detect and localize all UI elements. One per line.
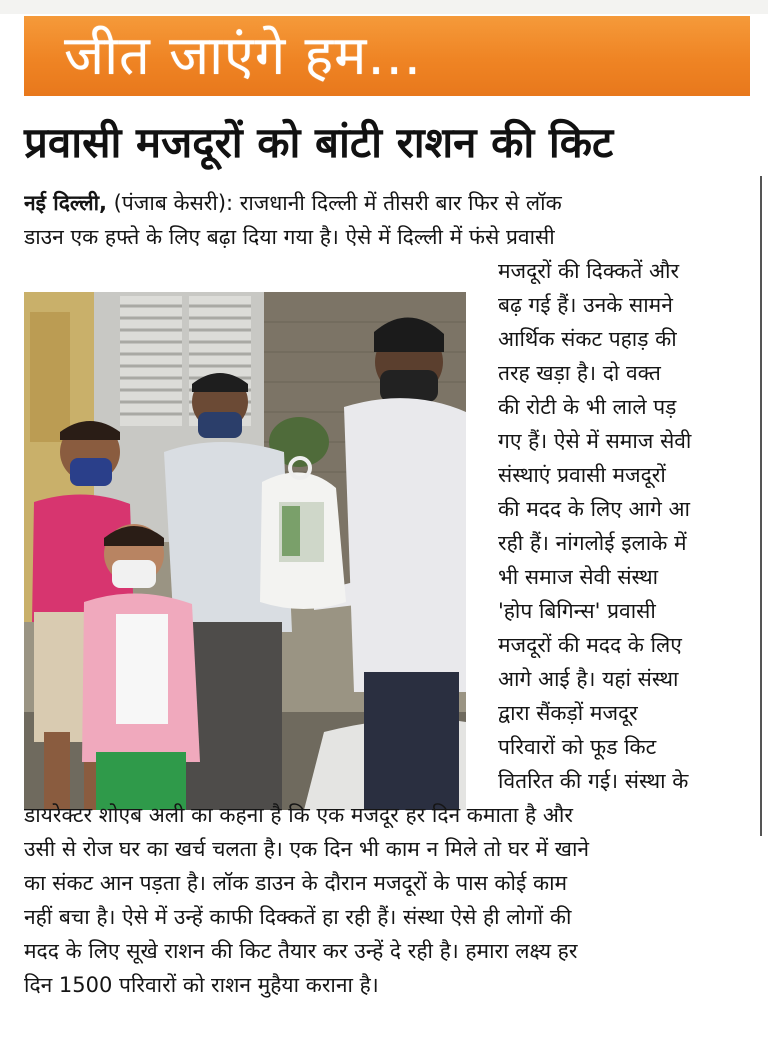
- side-line: मजदूरों की दिक्कतें और: [498, 259, 680, 283]
- side-line: की रोटी के भी लाले पड़: [498, 395, 677, 419]
- side-line: वितरित की गई। संस्था के: [498, 769, 689, 793]
- side-line: आर्थिक संकट पहाड़ की: [498, 327, 677, 351]
- source-credit: (पंजाब केसरी):: [107, 191, 240, 215]
- section-banner: [24, 16, 750, 96]
- side-line: द्वारा सैंकड़ों मजदूर: [498, 701, 638, 725]
- bottom-line: नहीं बचा है। ऐसे में उन्हें काफी दिक्कतें हा रही हैं। संस्था ऐसे ही लोगों की: [24, 905, 572, 929]
- side-line: बढ़ गई हैं। उनके सामने: [498, 293, 673, 317]
- article-headline: प्रवासी मजदूरों को बांटी राशन की किट: [24, 118, 614, 167]
- intro-line-1: [24, 186, 738, 220]
- page-top-strip: [0, 0, 768, 14]
- intro-line-2: डाउन एक हफ्ते के लिए बढ़ा दिया गया है। ऐसे में दिल्ली में फंसे प्रवासी: [24, 225, 555, 249]
- bottom-line: का संकट आन पड़ता है। लॉक डाउन के दौरान मजदूरों के पास कोई काम: [24, 871, 568, 895]
- article-photo: [24, 292, 466, 810]
- side-line: मजदूरों की मदद के लिए: [498, 633, 682, 657]
- intro-text: राजधानी दिल्ली में तीसरी बार फिर से लॉक: [239, 191, 562, 215]
- side-line: 'होप बिगिन्स' प्रवासी: [498, 599, 656, 623]
- side-line: रही हैं। नांगलोई इलाके में: [498, 531, 687, 555]
- article-intro: [24, 186, 738, 254]
- bottom-line: डायरेक्टर शोएब अली का कहना है कि एक मजदूर हर दिन कमाता है और: [24, 803, 573, 827]
- banner-title: जीत जाएंगे हम...: [64, 24, 422, 87]
- bottom-line: मदद के लिए सूखे राशन की किट तैयार कर उन्हें दे रही है। हमारा लक्ष्य हर: [24, 939, 578, 963]
- bottom-line: उसी से रोज घर का खर्च चलता है। एक दिन भी काम न मिले तो घर में खाने: [24, 837, 590, 861]
- bottom-line: दिन 1500 परिवारों को राशन मुहैया कराना है।: [24, 973, 379, 997]
- dateline: नई दिल्ली,: [24, 191, 107, 215]
- side-line: गए हैं। ऐसे में समाज सेवी: [498, 429, 692, 453]
- article-side-column: [498, 254, 744, 798]
- side-line: तरह खड़ा है। दो वक्त: [498, 361, 661, 385]
- side-line: की मदद के लिए आगे आ: [498, 497, 690, 521]
- side-line: आगे आई है। यहां संस्था: [498, 667, 679, 691]
- article-closing-paragraph: [24, 798, 738, 1002]
- side-line: संस्थाएं प्रवासी मजदूरों: [498, 463, 666, 487]
- side-line: भी समाज सेवी संस्था: [498, 565, 659, 589]
- column-rule: [760, 176, 762, 836]
- side-line: परिवारों को फूड किट: [498, 735, 657, 759]
